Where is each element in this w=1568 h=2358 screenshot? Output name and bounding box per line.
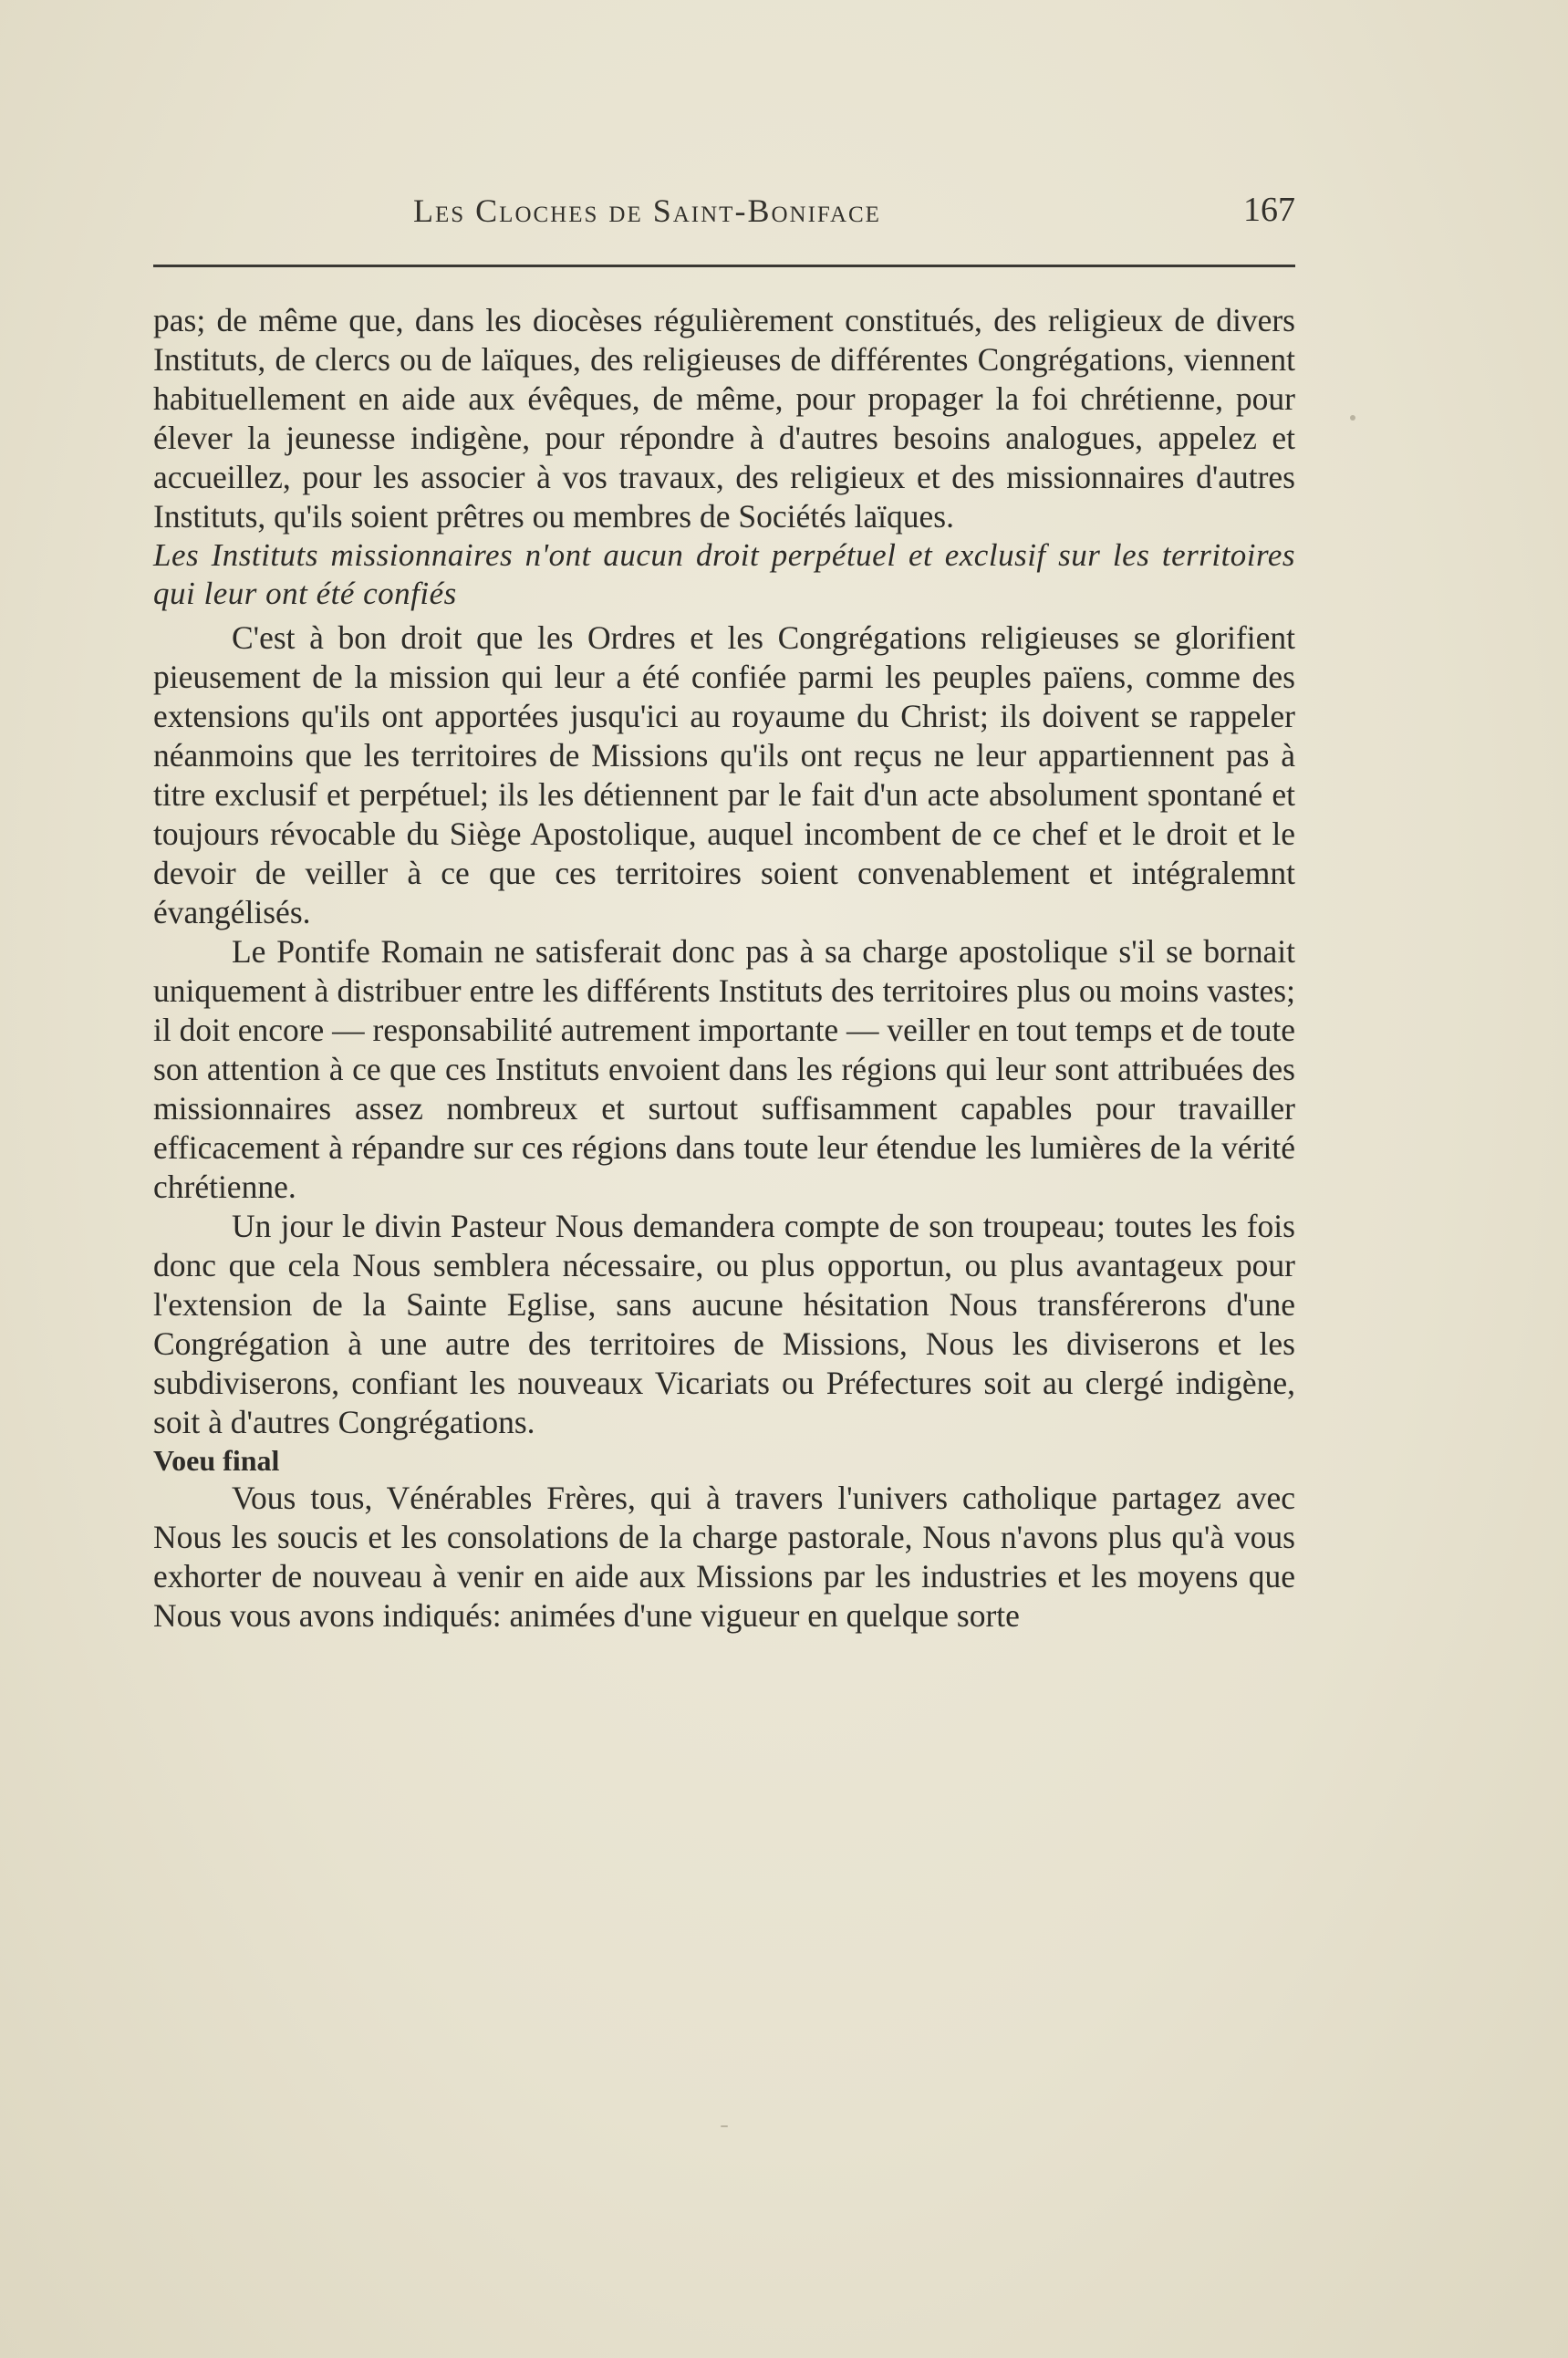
page-number: 167 [1243, 191, 1295, 229]
paragraph-continued: pas; de même que, dans les diocèses régulièrement constitués, des religieux de divers Instituts, de clercs ou de laïques, des religieuses de différentes Congrégations, viennent habituellement en aide aux évêques, de même, pour propager la foi chrétienne, pour élever la jeunesse indigène, pour répondre à d'autres besoins analogues, appelez et accueillez, pour les associer à vos travaux, des religieux et des missionnaires d'autres Instituts, qu'ils soient prêtres ou membres de Sociétés laïques. [153, 302, 1295, 535]
section-heading-voeu-final: Voeu final [153, 1444, 280, 1477]
paragraph-pontife: Le Pontife Romain ne satisferait donc pas à sa charge apostolique s'il se bornait uniquement à distribuer entre les différents Instituts des territoires plus ou moins vastes; il doit encore — responsabilité autrement importante — veiller en tout temps et de toute son attention à ce que ces Instituts envoient dans les régions qui leur sont attribuées des missionnaires assez nombreux et surtout suffisamment capables pour travailler efficacement à répandre sur ces régions dans toute leur étendue les lumières de la vérité chrétienne. [153, 933, 1295, 1205]
paragraph-divin-pasteur: Un jour le divin Pasteur Nous demandera compte de son troupeau; toutes les fois donc que cela Nous semblera nécessaire, ou plus opportun, ou plus avantageux pour l'extension de la Sainte Eglise, sans aucune hésitation Nous transférerons d'une Congrégation à une autre des territoires de Missions, Nous les diviserons et les subdiviserons, confiant les nouveaux Vicariats ou Préfectures soit au clergé indigène, soit à d'autres Congrégations. [153, 1208, 1295, 1440]
paragraph-ordres: C'est à bon droit que les Ordres et les Congrégations religieuses se glorifient pieusement de la mission qui leur a été confiée parmi les peuples païens, comme des extensions qu'ils ont apportées jusqu'ici au royaume du Christ; ils doivent se rappeler néanmoins que les territoires de Missions qu'ils ont reçus ne leur appartiennent pas à titre exclusif et perpétuel; ils les détiennent par le fait d'un acte absolument spontané et toujours révocable du Siège Apostolique, auquel incombent de ce chef et le droit et le devoir de veiller à ce que ces territoires soient convenablement et intégralemnt évangélisés. [153, 619, 1295, 930]
paper-speck [1350, 415, 1355, 421]
page-header [153, 190, 1295, 237]
section-heading-instituts: Les Instituts missionnaires n'ont aucun droit perpétuel et exclusif sur les territoires qui leur ont été confiés [153, 537, 1295, 611]
running-head: Les Cloches de Saint-Boniface [413, 192, 881, 229]
body-text [153, 301, 1295, 1636]
paper-speck [721, 2125, 728, 2127]
header-rule [153, 265, 1295, 267]
paragraph-venerables-freres: Vous tous, Vénérables Frères, qui à travers l'univers catholique partagez avec Nous les soucis et les consolations de la charge pastorale, Nous n'avons plus qu'à vous exhorter de nouveau à venir en aide aux Missions par les industries et les moyens que Nous vous avons indiqués: animées d'une vigueur en quelque sorte [153, 1480, 1295, 1634]
